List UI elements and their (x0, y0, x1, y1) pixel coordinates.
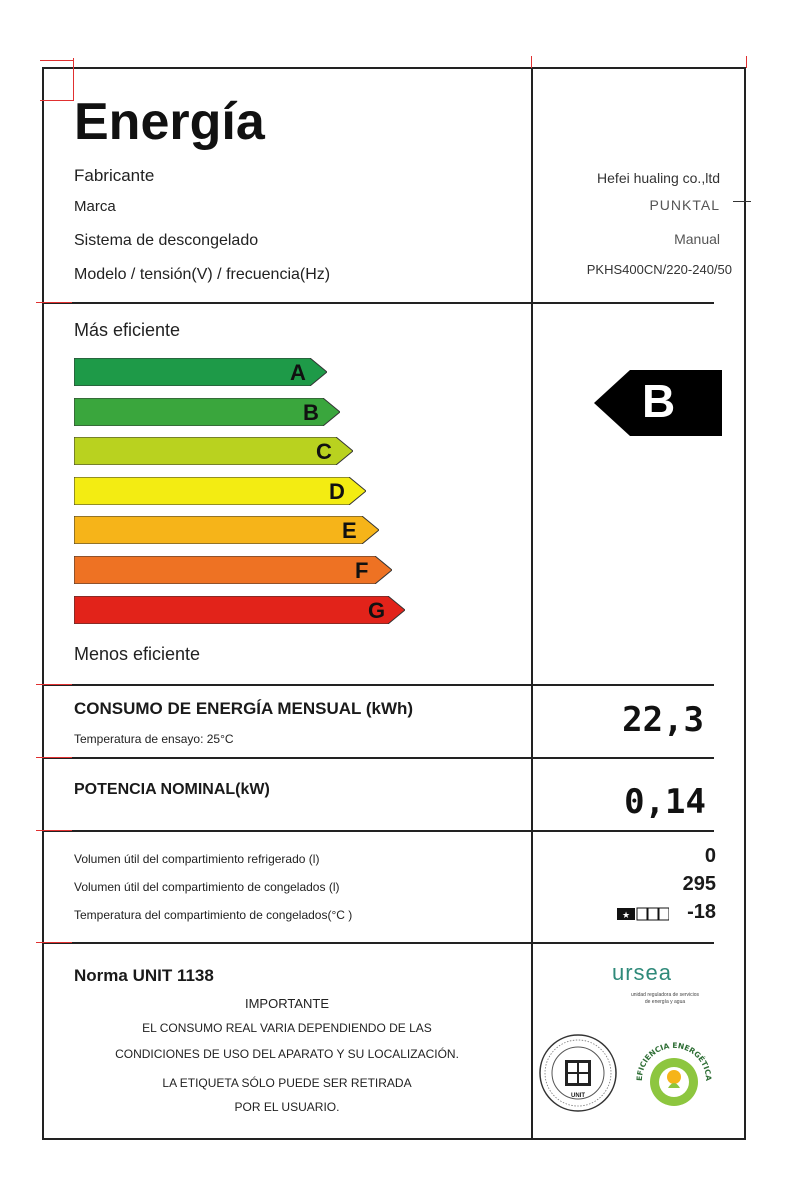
energy-efficiency-arc-text: EFICIENCIA ENERGÉTICA (634, 1040, 714, 1082)
crop-mark (36, 942, 72, 943)
crop-mark (36, 830, 72, 831)
crop-mark (36, 684, 72, 685)
ursea-subtitle-line-2: de energía y agua (644, 999, 686, 1005)
crop-mark (40, 60, 74, 61)
disclaimer-line-1: EL CONSUMO REAL VARIA DEPENDIENDO DE LAS (142, 1021, 432, 1035)
fridge-volume-value: 0 (704, 845, 716, 867)
efficiency-bar-letter: D (329, 478, 345, 504)
unit-seal-icon (538, 1033, 618, 1113)
crop-mark (40, 100, 74, 101)
section-divider-consumption (42, 757, 714, 759)
efficiency-bar-g (74, 596, 405, 624)
crop-mark (531, 56, 532, 68)
ursea-subtitle-line-1: unidad reguladora de servicios (630, 992, 700, 998)
efficiency-bar-d (74, 477, 366, 505)
page-title: Energía (74, 93, 265, 151)
model-value: PKHS400CN/220-240/50 (586, 262, 732, 277)
power-value: 0,14 (624, 782, 706, 822)
efficiency-bar-b (74, 398, 340, 426)
brand-label: Marca (74, 198, 116, 215)
defrost-label: Sistema de descongelado (74, 232, 259, 249)
consumption-sublabel: Temperatura de ensayo: 25°C (74, 732, 234, 746)
freezer-temp-value: -18 (687, 901, 716, 923)
manufacturer-value: Hefei hualing co.,ltd (597, 170, 720, 186)
efficiency-bar-letter: A (290, 360, 306, 385)
model-label: Modelo / tensión(V) / frecuencia(Hz) (74, 266, 331, 283)
star-rating-icon (617, 907, 669, 921)
crop-mark (36, 302, 72, 303)
disclaimer-line-3: LA ETIQUETA SÓLO PUEDE SER RETIRADA (162, 1076, 412, 1090)
manufacturer-label: Fabricante (74, 166, 155, 185)
power-label: POTENCIA NOMINAL(kW) (74, 781, 270, 798)
fridge-volume-label: Volumen útil del compartimiento refrigerado (l) (74, 852, 320, 866)
efficiency-bar-letter: E (342, 518, 357, 544)
section-divider-scale (42, 684, 714, 686)
rating-letter: B (642, 375, 676, 427)
efficiency-bar-letter: B (303, 399, 319, 425)
energy-efficiency-seal-icon (630, 1030, 718, 1118)
efficiency-bar-letter: C (316, 439, 332, 465)
important-heading: IMPORTANTE (244, 996, 330, 1011)
section-divider-volumes (42, 942, 714, 944)
least-efficient-label: Menos eficiente (74, 644, 201, 664)
efficiency-bar-letter: F (355, 558, 369, 583)
efficiency-bar-c (74, 437, 353, 465)
efficiency-bar-f (74, 556, 392, 584)
norm-label: Norma UNIT 1138 (74, 966, 214, 985)
brand-value: PUNKTAL (649, 197, 720, 213)
unit-seal-label: UNIT (571, 1093, 585, 1099)
efficiency-bar-letter: G (368, 597, 386, 623)
disclaimer-line-4: POR EL USUARIO. (234, 1100, 340, 1114)
freezer-temp-label: Temperatura del compartimiento de congelados(°C ) (74, 908, 353, 922)
defrost-value: Manual (674, 231, 720, 247)
consumption-value: 22,3 (622, 700, 704, 740)
crop-mark (36, 757, 72, 758)
consumption-label: CONSUMO DE ENERGÍA MENSUAL (kWh) (74, 699, 414, 718)
ursea-logo: ursea (612, 960, 673, 985)
section-divider-header (42, 302, 714, 304)
most-efficient-label: Más eficiente (74, 320, 181, 340)
crop-mark (746, 56, 747, 68)
svg-text:★: ★ (621, 911, 631, 921)
efficiency-bar-e (74, 516, 379, 544)
ursea-subtitle (610, 992, 720, 1006)
tick-mark (733, 201, 751, 202)
efficiency-bar-a (74, 358, 327, 386)
rating-arrow (594, 370, 722, 436)
section-divider-power (42, 830, 714, 832)
freezer-volume-label: Volumen útil del compartimiento de congelados (l) (74, 880, 340, 894)
freezer-volume-value: 295 (682, 873, 716, 895)
column-divider (531, 67, 533, 1140)
disclaimer-line-2: CONDICIONES DE USO DEL APARATO Y SU LOCALIZACIÓN. (115, 1047, 459, 1061)
